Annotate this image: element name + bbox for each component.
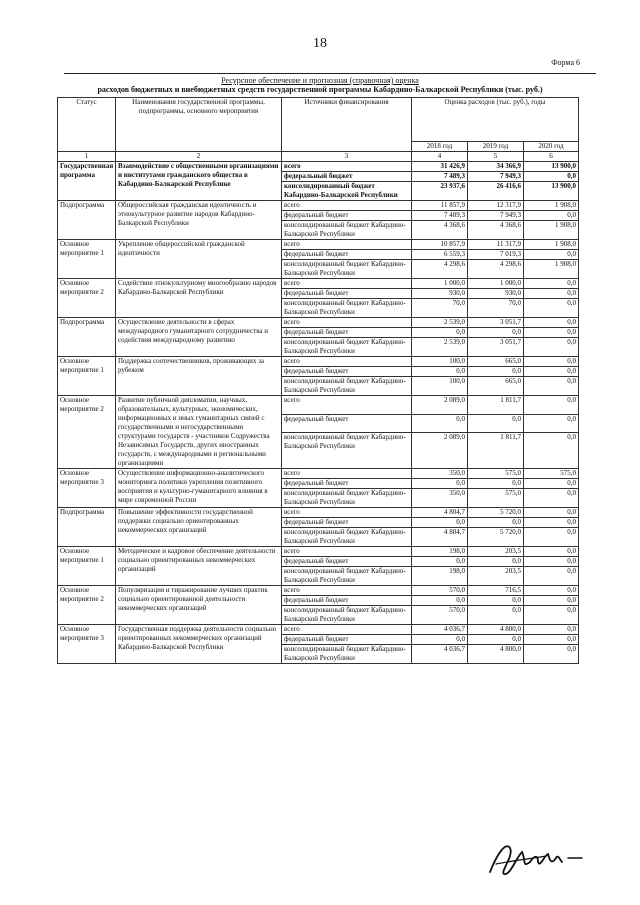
row-status: Основное мероприятие 1 [58, 547, 116, 586]
funding-source: всего [282, 586, 412, 596]
amount-2018: 100,0 [412, 377, 468, 396]
document-subtitle: расходов бюджетных и внебюджетных средств государственной программы Кабардино-Балкарской Республики (тыс. руб.) [97, 85, 543, 94]
amount-2020: 0,0 [524, 508, 579, 518]
amount-2019: 3 051,7 [468, 318, 524, 328]
amount-2018: 350,0 [412, 469, 468, 479]
funding-source: консолидированный бюджет Кабардино-Балкарской Республики [282, 606, 412, 625]
header-estimate: Оценка расходов (тыс. руб.), годы [412, 98, 579, 142]
table-row [58, 396, 579, 415]
amount-2019: 665,0 [468, 357, 524, 367]
funding-source: федеральный бюджет [282, 596, 412, 606]
amount-2018: 0,0 [412, 557, 468, 567]
funding-source: федеральный бюджет [282, 414, 412, 433]
row-status: Основное мероприятие 3 [58, 625, 116, 664]
amount-2020: 0,0 [524, 211, 579, 221]
row-status: Подпрограмма [58, 201, 116, 240]
amount-2018: 0,0 [412, 367, 468, 377]
amount-2019: 575,0 [468, 489, 524, 508]
amount-2018: 2 089,0 [412, 433, 468, 469]
amount-2020: 0,0 [524, 586, 579, 596]
header-rule [64, 73, 596, 74]
amount-2018: 198,0 [412, 567, 468, 586]
amount-2020: 0,0 [524, 635, 579, 645]
row-name: Повышение эффективности государственной поддержки социально ориентированных некоммерческих организаций [116, 508, 282, 547]
funding-source: федеральный бюджет [282, 635, 412, 645]
funding-source: федеральный бюджет [282, 518, 412, 528]
amount-2018: 4 298,6 [412, 260, 468, 279]
funding-source: консолидированный бюджет Кабардино-Балкарской Республики [282, 338, 412, 357]
funding-source: консолидированный бюджет Кабардино-Балкарской Республики [282, 433, 412, 469]
funding-source: всего [282, 396, 412, 415]
amount-2020: 0,0 [524, 318, 579, 328]
amount-2020: 13 900,0 [524, 162, 579, 172]
amount-2019: 1 811,7 [468, 396, 524, 415]
amount-2018: 100,0 [412, 357, 468, 367]
row-status: Основное мероприятие 2 [58, 279, 116, 318]
amount-2018: 350,0 [412, 489, 468, 508]
funding-source: федеральный бюджет [282, 328, 412, 338]
row-name: Осуществление информационно-аналитического мониторинга политики укрепления позитивного восприятия и культурно-гуманитарного влияния в мире современной России [116, 469, 282, 508]
header-year-2020: 2020 год [524, 142, 579, 152]
amount-2020: 0,0 [524, 528, 579, 547]
resource-table [57, 97, 579, 664]
amount-2019: 70,0 [468, 299, 524, 318]
funding-source: консолидированный бюджет Кабардино-Балкарской Республики [282, 567, 412, 586]
amount-2018: 4 804,7 [412, 508, 468, 518]
table-row [58, 508, 579, 518]
amount-2018: 2 089,0 [412, 396, 468, 415]
row-status: Государственная программа [58, 162, 116, 201]
amount-2019: 5 720,0 [468, 528, 524, 547]
row-status: Основное мероприятие 3 [58, 469, 116, 508]
amount-2019: 26 416,6 [468, 182, 524, 201]
row-status: Основное мероприятие 1 [58, 357, 116, 396]
amount-2018: 7 489,3 [412, 172, 468, 182]
funding-source: федеральный бюджет [282, 557, 412, 567]
amount-2019: 12 317,9 [468, 201, 524, 211]
amount-2020: 0,0 [524, 567, 579, 586]
amount-2019: 7 949,3 [468, 211, 524, 221]
funding-source: всего [282, 469, 412, 479]
amount-2020: 0,0 [524, 377, 579, 396]
amount-2018: 70,0 [412, 299, 468, 318]
amount-2018: 0,0 [412, 328, 468, 338]
row-name: Осуществление деятельности в сферах международного гуманитарного сотрудничества и содействия международному развитию [116, 318, 282, 357]
funding-source: федеральный бюджет [282, 172, 412, 182]
funding-source: консолидированный бюджет Кабардино-Балкарской Республики [282, 377, 412, 396]
amount-2020: 0,0 [524, 172, 579, 182]
funding-source: консолидированный бюджет Кабардино-Балкарской Республики [282, 221, 412, 240]
amount-2018: 10 857,9 [412, 240, 468, 250]
amount-2019: 4 800,0 [468, 645, 524, 664]
amount-2020: 0,0 [524, 367, 579, 377]
column-number: 2 [116, 152, 282, 162]
amount-2020: 0,0 [524, 414, 579, 433]
amount-2019: 716,5 [468, 586, 524, 596]
amount-2018: 0,0 [412, 518, 468, 528]
table-row [58, 318, 579, 328]
amount-2019: 5 720,0 [468, 508, 524, 518]
column-number: 1 [58, 152, 116, 162]
funding-source: всего [282, 279, 412, 289]
amount-2020: 0,0 [524, 479, 579, 489]
funding-source: федеральный бюджет [282, 289, 412, 299]
funding-source: всего [282, 162, 412, 172]
row-status: Подпрограмма [58, 318, 116, 357]
amount-2020: 0,0 [524, 547, 579, 557]
amount-2020: 0,0 [524, 279, 579, 289]
amount-2020: 0,0 [524, 596, 579, 606]
amount-2020: 0,0 [524, 645, 579, 664]
amount-2018: 570,0 [412, 586, 468, 596]
amount-2018: 930,0 [412, 289, 468, 299]
amount-2020: 0,0 [524, 250, 579, 260]
row-name: Популяризация и тиражирование лучших практик социально ориентированной деятельности некоммерческих организаций [116, 586, 282, 625]
row-status: Основное мероприятие 2 [58, 396, 116, 469]
amount-2019: 0,0 [468, 367, 524, 377]
header-sources: Источники финансирования [282, 98, 412, 152]
amount-2020: 0,0 [524, 338, 579, 357]
row-name: Взаимодействие с общественными организациями и институтами гражданского общества в Кабардино-Балкарской Республике [116, 162, 282, 201]
amount-2018: 6 559,3 [412, 250, 468, 260]
amount-2019: 4 368,6 [468, 221, 524, 240]
amount-2020: 0,0 [524, 289, 579, 299]
amount-2019: 1 000,0 [468, 279, 524, 289]
amount-2018: 23 937,6 [412, 182, 468, 201]
amount-2019: 0,0 [468, 596, 524, 606]
funding-source: консолидированный бюджет Кабардино-Балкарской Республики [282, 645, 412, 664]
funding-source: консолидированный бюджет Кабардино-Балкарской Республики [282, 182, 412, 201]
amount-2020: 0,0 [524, 299, 579, 318]
amount-2019: 665,0 [468, 377, 524, 396]
row-name: Содействие этнокультурному многообразию народов Кабардино-Балкарской Республики [116, 279, 282, 318]
amount-2020: 0,0 [524, 433, 579, 469]
form-label: Форма 6 [551, 58, 580, 67]
amount-2019: 4 800,0 [468, 625, 524, 635]
funding-source: всего [282, 547, 412, 557]
funding-source: всего [282, 508, 412, 518]
amount-2018: 31 426,9 [412, 162, 468, 172]
amount-2020: 0,0 [524, 328, 579, 338]
row-name: Развитие публичной дипломатии, научных, образовательных, культурных, экономических, информационных и иных гуманитарных связей с государственными и негосударственными структурами государств - участников Содружества Независимых Государств, других иностранных государств, с международными и региональными организациями [116, 396, 282, 469]
row-name: Укрепление общероссийской гражданской идентичности [116, 240, 282, 279]
amount-2020: 0,0 [524, 557, 579, 567]
amount-2018: 0,0 [412, 596, 468, 606]
table-row [58, 357, 579, 367]
amount-2018: 2 539,0 [412, 338, 468, 357]
column-number: 4 [412, 152, 468, 162]
amount-2019: 203,5 [468, 547, 524, 557]
row-status: Основное мероприятие 1 [58, 240, 116, 279]
amount-2019: 930,0 [468, 289, 524, 299]
header-name: Наименования государственной программы, подпрограммы, основного мероприятия [116, 98, 282, 152]
amount-2019: 0,0 [468, 328, 524, 338]
amount-2019: 34 366,9 [468, 162, 524, 172]
row-name: Государственная поддержка деятельности социально ориентированных некоммерческих организаций Кабардино-Балкарской Республики [116, 625, 282, 664]
funding-source: консолидированный бюджет Кабардино-Балкарской Республики [282, 528, 412, 547]
table-row [58, 162, 579, 172]
row-status: Подпрограмма [58, 508, 116, 547]
amount-2020: 0,0 [524, 396, 579, 415]
funding-source: консолидированный бюджет Кабардино-Балкарской Республики [282, 489, 412, 508]
amount-2020: 1 908,0 [524, 240, 579, 250]
amount-2019: 0,0 [468, 479, 524, 489]
amount-2020: 13 900,0 [524, 182, 579, 201]
amount-2020: 0,0 [524, 606, 579, 625]
amount-2020: 1 908,0 [524, 260, 579, 279]
header-year-2018: 2018 год [412, 142, 468, 152]
amount-2019: 7 949,3 [468, 172, 524, 182]
amount-2020: 0,0 [524, 357, 579, 367]
funding-source: федеральный бюджет [282, 250, 412, 260]
amount-2019: 1 811,7 [468, 433, 524, 469]
amount-2020: 1 908,0 [524, 201, 579, 211]
page-number: 18 [313, 36, 327, 51]
amount-2018: 0,0 [412, 635, 468, 645]
amount-2018: 2 539,0 [412, 318, 468, 328]
table-row [58, 469, 579, 479]
funding-source: федеральный бюджет [282, 367, 412, 377]
amount-2019: 0,0 [468, 518, 524, 528]
column-number: 3 [282, 152, 412, 162]
funding-source: всего [282, 625, 412, 635]
amount-2020: 0,0 [524, 489, 579, 508]
header-status: Статус [58, 98, 116, 152]
amount-2019: 4 298,6 [468, 260, 524, 279]
document-title: Ресурсное обеспечение и прогнозная (справочная) оценка [221, 76, 419, 85]
amount-2018: 570,0 [412, 606, 468, 625]
funding-source: федеральный бюджет [282, 479, 412, 489]
row-status: Основное мероприятие 2 [58, 586, 116, 625]
amount-2018: 0,0 [412, 479, 468, 489]
amount-2018: 4 368,6 [412, 221, 468, 240]
column-number: 5 [468, 152, 524, 162]
funding-source: консолидированный бюджет Кабардино-Балкарской Республики [282, 299, 412, 318]
row-name: Общероссийская гражданская идентичность и этнокультурное развитие народов Кабардино-Балкарской Республики [116, 201, 282, 240]
funding-source: консолидированный бюджет Кабардино-Балкарской Республики [282, 260, 412, 279]
table-row [58, 547, 579, 557]
signature [486, 834, 586, 880]
amount-2018: 4 804,7 [412, 528, 468, 547]
amount-2019: 0,0 [468, 414, 524, 433]
funding-source: федеральный бюджет [282, 211, 412, 221]
amount-2019: 203,5 [468, 567, 524, 586]
amount-2018: 11 857,9 [412, 201, 468, 211]
table-row [58, 625, 579, 635]
header-year-2019: 2019 год [468, 142, 524, 152]
amount-2019: 7 019,3 [468, 250, 524, 260]
funding-source: всего [282, 201, 412, 211]
table-row [58, 586, 579, 596]
amount-2020: 0,0 [524, 518, 579, 528]
amount-2018: 4 036,7 [412, 645, 468, 664]
amount-2020: 1 908,0 [524, 221, 579, 240]
amount-2018: 7 489,3 [412, 211, 468, 221]
amount-2018: 1 000,0 [412, 279, 468, 289]
amount-2018: 198,0 [412, 547, 468, 557]
table-row [58, 240, 579, 250]
funding-source: всего [282, 240, 412, 250]
column-number: 6 [524, 152, 579, 162]
funding-source: всего [282, 318, 412, 328]
funding-source: всего [282, 357, 412, 367]
amount-2019: 11 317,9 [468, 240, 524, 250]
amount-2020: 575,0 [524, 469, 579, 479]
table-row [58, 201, 579, 211]
amount-2020: 0,0 [524, 625, 579, 635]
amount-2019: 0,0 [468, 557, 524, 567]
amount-2019: 0,0 [468, 635, 524, 645]
row-name: Методическое и кадровое обеспечение деятельности социально ориентированных некоммерческих организаций [116, 547, 282, 586]
row-name: Поддержка соотечественников, проживающих за рубежом [116, 357, 282, 396]
amount-2019: 3 051,7 [468, 338, 524, 357]
table-row [58, 279, 579, 289]
amount-2018: 4 036,7 [412, 625, 468, 635]
amount-2019: 575,0 [468, 469, 524, 479]
amount-2019: 0,0 [468, 606, 524, 625]
amount-2018: 0,0 [412, 414, 468, 433]
